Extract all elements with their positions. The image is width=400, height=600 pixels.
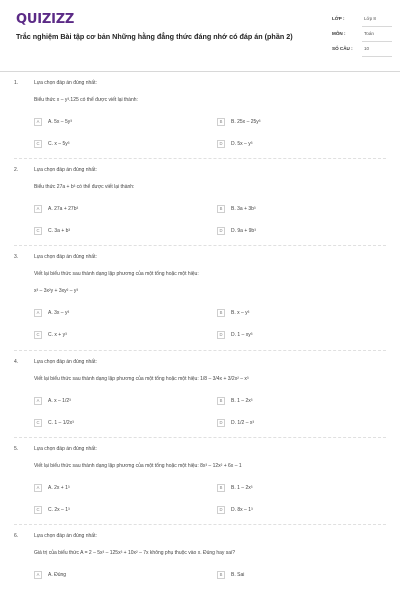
option-letter: D — [217, 331, 225, 339]
question-expression: x³ – 3x²y + 3xy² – y³ — [34, 288, 79, 294]
option-text: C. 2x – 1³ — [48, 507, 70, 513]
divider — [362, 56, 392, 57]
meta-row-class — [332, 12, 392, 27]
question-instruction: Lựa chọn đáp án đúng nhất: — [34, 446, 97, 452]
meta-label: MÔN : — [332, 31, 346, 36]
question-number: 4. — [14, 359, 19, 365]
option-text: C. x – 5y³ — [48, 141, 70, 147]
question-stem: Viết lại biểu thức sau thành dạng lập phương của một tổng hoặc một hiệu: 1/8 – 3/4x + 3/2x² – x³ — [34, 376, 249, 382]
question-number: 6. — [14, 533, 19, 539]
option-text: A. 5x – 5y³ — [48, 119, 72, 125]
option-letter: C — [34, 419, 42, 427]
option-text: B. x – y³ — [231, 310, 250, 316]
page-title: Trắc nghiệm Bài tập cơ bản Những hằng đẳng thức đáng nhớ có đáp án (phần 2) — [16, 32, 293, 41]
option-letter: B — [217, 205, 225, 213]
question-instruction: Lựa chọn đáp án đúng nhất: — [34, 533, 97, 539]
option-letter: D — [217, 506, 225, 514]
option-letter: A — [34, 397, 42, 405]
question-number: 1. — [14, 80, 19, 86]
quizizz-logo: QUIZIZZ — [16, 12, 75, 27]
meta-row-count — [332, 42, 392, 57]
divider — [14, 437, 386, 438]
question-stem: Giá trị của biểu thức A = 2 – 5x³ – 125x³ + 10x² – 7x không phụ thuộc vào x. Đúng hay sai? — [34, 550, 235, 556]
option-text: A. 27a + 27b³ — [48, 206, 79, 212]
option-letter: A — [34, 118, 42, 126]
option-text: A. Đúng — [48, 572, 67, 578]
question-stem: Viết lại biểu thức sau thành dạng lập phương của một tổng hoặc một hiệu: — [34, 271, 199, 277]
page-header — [0, 0, 400, 72]
option-letter: D — [217, 419, 225, 427]
quiz-meta — [332, 12, 392, 57]
option-letter: C — [34, 506, 42, 514]
option-text: C. 3a + b³ — [48, 228, 71, 234]
option-text: D. 5x – y³ — [231, 141, 253, 147]
option-text: B. 1 – 2x³ — [231, 398, 253, 404]
option-text: B. 25x – 25y³ — [231, 119, 261, 125]
option-letter: A — [34, 309, 42, 317]
option-text: B. Sai — [231, 572, 245, 578]
option-letter: A — [34, 205, 42, 213]
option-text: A. 3x – y³ — [48, 310, 70, 316]
option-letter: A — [34, 484, 42, 492]
option-letter: B — [217, 484, 225, 492]
option-letter: C — [34, 331, 42, 339]
option-letter: C — [34, 140, 42, 148]
meta-label: LỚP : — [332, 16, 345, 21]
question-instruction: Lựa chọn đáp án đúng nhất: — [34, 359, 97, 365]
option-text: B. 1 – 2x³ — [231, 485, 253, 491]
option-text: D. 1/2 – x³ — [231, 420, 255, 426]
question-instruction: Lựa chọn đáp án đúng nhất: — [34, 167, 97, 173]
option-text: D. 9a + 9b³ — [231, 228, 256, 234]
option-text: D. 1 – xy³ — [231, 332, 253, 338]
question-number: 5. — [14, 446, 19, 452]
option-text: B. 3a + 3b³ — [231, 206, 256, 212]
meta-row-subject — [332, 27, 392, 42]
option-letter: B — [217, 397, 225, 405]
option-text: C. x + y³ — [48, 332, 67, 338]
divider — [14, 245, 386, 246]
meta-value: Lớp 8 — [364, 16, 376, 21]
divider — [14, 350, 386, 351]
meta-label: SỐ CÂU : — [332, 46, 353, 51]
question-stem: Biểu thức x – y³.125 có thể được viết lại thành: — [34, 97, 138, 103]
question-instruction: Lựa chọn đáp án đúng nhất: — [34, 80, 97, 86]
question-stem: Viết lại biểu thức sau thành dạng lập phương của một tổng hoặc một hiệu: 8x³ – 12x² + 6x – 1 — [34, 463, 242, 469]
question-instruction: Lựa chọn đáp án đúng nhất: — [34, 254, 97, 260]
option-letter: B — [217, 118, 225, 126]
option-letter: A — [34, 571, 42, 579]
option-text: A. 2x + 1³ — [48, 485, 70, 491]
option-letter: B — [217, 571, 225, 579]
meta-value: Toán — [364, 31, 374, 36]
question-stem: Biểu thức 27a + b³ có thể được viết lại thành: — [34, 184, 135, 190]
option-letter: C — [34, 227, 42, 235]
question-number: 3. — [14, 254, 19, 260]
option-text: C. 1 – 1/2x³ — [48, 420, 74, 426]
option-letter: D — [217, 227, 225, 235]
option-text: D. 8x – 1³ — [231, 507, 253, 513]
divider — [14, 158, 386, 159]
option-text: A. x – 1/2³ — [48, 398, 71, 404]
question-number: 2. — [14, 167, 19, 173]
option-letter: D — [217, 140, 225, 148]
meta-value: 10 — [364, 46, 370, 51]
divider — [14, 524, 386, 525]
option-letter: B — [217, 309, 225, 317]
